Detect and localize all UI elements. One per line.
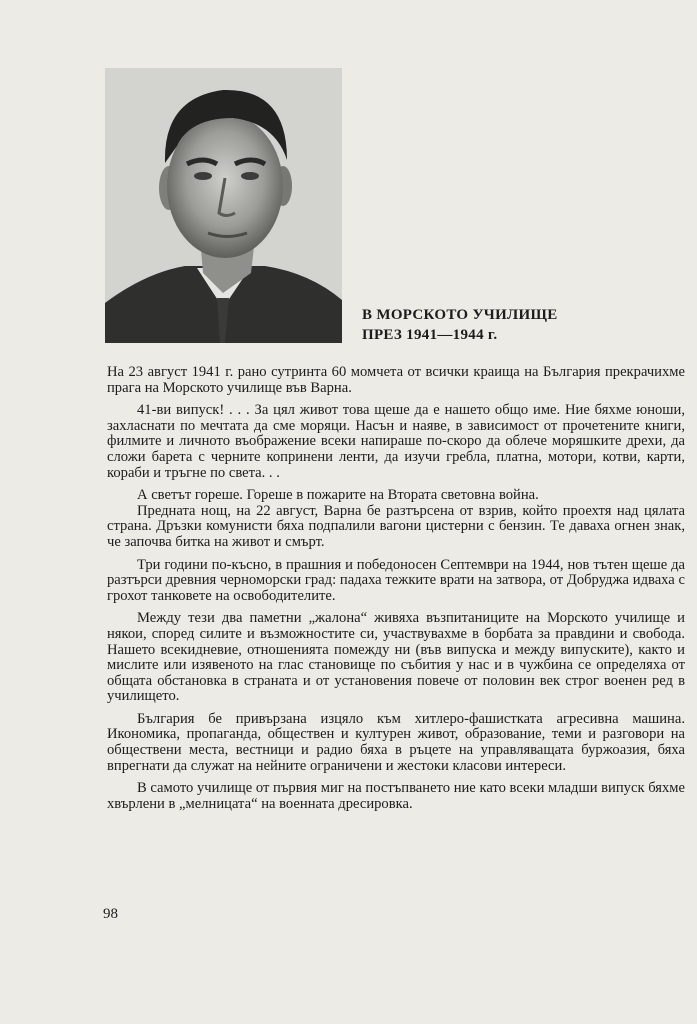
paragraph: 41-ви випуск! . . . За цял живот това щеше да е нашето общо име. Ние бяхме юноши, захласнати по мечтата да сме моряци. Насън и наяве, в зависимост от прочетените книги, филмите и личното въображение всеки напираше по-скоро да облече моряшките дрехи, да сложи барета с черните копринени ленти, да изучи гребла, платна, мотори, котви, карти, кораби и тръгне по света. . .: [107, 402, 685, 481]
paragraph: Три години по-късно, в прашния и победоносен Септември на 1944, нов тътен щеше да разтърси древния черноморски град: падаха тежките врати на затвора, от Добруджа идваха с грохот танковете на освободителите.: [107, 556, 685, 604]
chapter-heading-line-2: ПРЕЗ 1941—1944 г.: [362, 327, 498, 343]
chapter-heading-line-1: В МОРСКОТО УЧИЛИЩЕ: [362, 307, 558, 323]
paragraph: Между тези два паметни „жалона“ живяха възпитаниците на Морското училище и някои, според силите и възможностите си, участвувахме в борбата за правдини и свобода. Нашето всекидневие, отношенията помежду ни (във випуска и между випуските), както и мислите или изявеното на глас становище по събития у нас и в чужбина се определяха от общата обстановка в страната и от установения повече от половин век строг военен ред в училището.: [107, 610, 685, 705]
paragraph: На 23 август 1941 г. рано сутринта 60 момчета от всички краища на България прекрачихме прага на Морското училище във Варна.: [107, 364, 685, 396]
paragraph: А светът гореше. Гореше в пожарите на Втората световна война.: [137, 487, 539, 504]
portrait-illustration: [105, 68, 342, 343]
chapter-heading: [362, 305, 662, 345]
paragraph: В самото училище от първия миг на постъпването ние като всеки младши випуск бяхме хвърлени в „мелницата“ на военната дресировка.: [107, 780, 685, 812]
paragraph: Предната нощ, на 22 август, Варна бе разтърсена от взрив, който проехтя над цялата страна. Дръзки комунисти бяха подпалили вагони цистерни с бензин. Те даваха огнен знак, че започва битка на живот и смърт.: [107, 502, 685, 550]
portrait-photo: [105, 68, 342, 343]
paragraph: България бе привързана изцяло към хитлеро-фашистката агресивна машина. Икономика, пропаганда, обществен и културен живот, образование, теми и разговори на обществени места, вестници и радио бяха в ръцете на управляващата буржоазия, бяха впрегнати да служат на нейните ограничени и жестоки класови интереси.: [107, 710, 685, 774]
body-text: [107, 365, 685, 819]
page-number: 98: [103, 906, 118, 922]
